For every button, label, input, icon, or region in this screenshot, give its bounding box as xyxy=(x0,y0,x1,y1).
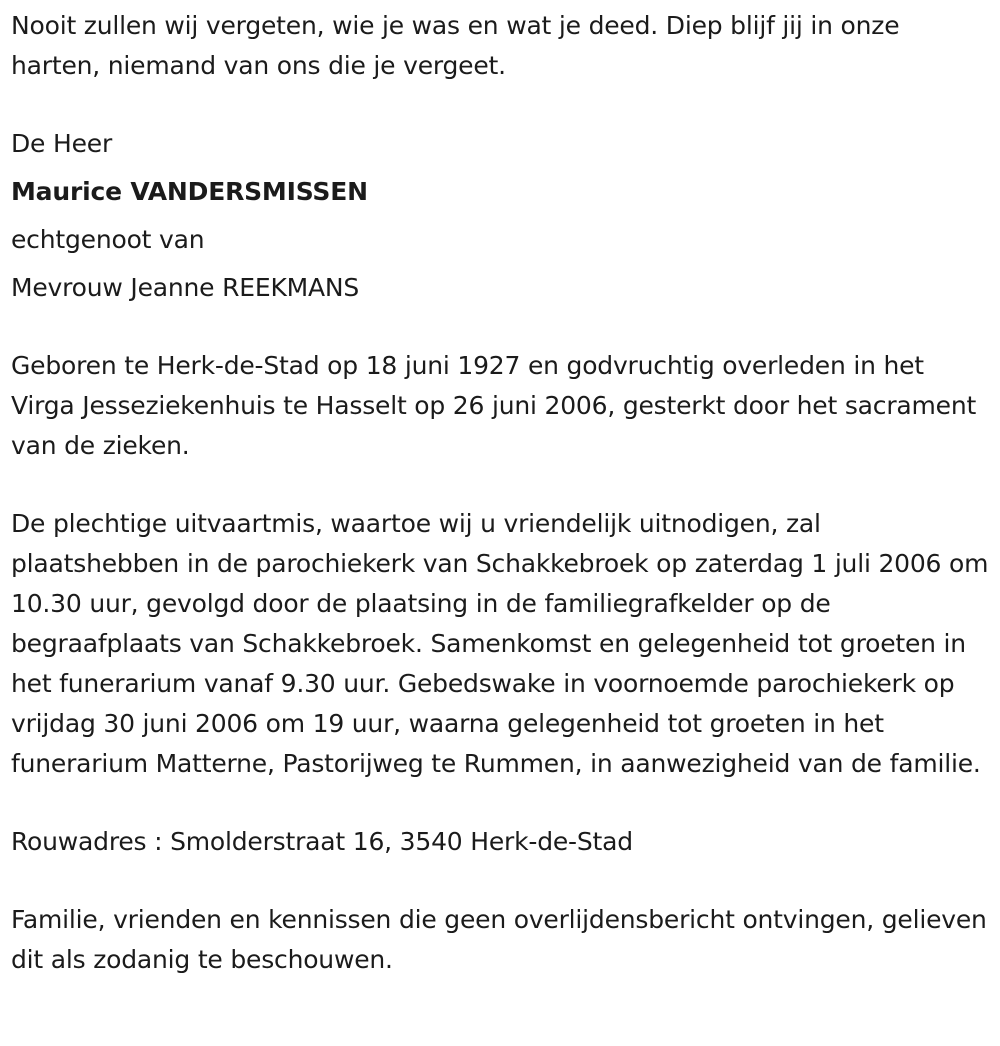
mourning-address: Rouwadres : Smolderstraat 16, 3540 Herk-de-Stad xyxy=(11,827,633,856)
honorific-title: De Heer xyxy=(11,129,113,158)
birth-death-paragraph: Geboren te Herk-de-Stad op 18 juni 1927 en godvruchtig overleden in het Virga Jesseziekenhuis te Hasselt op 26 juni 2006, gesterkt door het sacrament van de zieken. xyxy=(11,351,977,460)
obituary-notice xyxy=(11,6,991,980)
relation-label: echtgenoot van xyxy=(11,225,205,254)
spouse-name: Mevrouw Jeanne REEKMANS xyxy=(11,273,360,302)
funeral-details-paragraph: De plechtige uitvaartmis, waartoe wij u vriendelijk uitnodigen, zal plaatshebben in de parochiekerk van Schakkebroek op zaterdag 1 juli 2006 om 10.30 uur, gevolgd door de plaatsing in de familiegrafkelder op de begraafplaats van Schakkebroek. Samenkomst en gelegenheid tot groeten in het funerarium vanaf 9.30 uur. Gebedswake in voornoemde parochiekerk op vrijdag 30 juni 2006 om 19 uur, waarna gelegenheid tot groeten in het funerarium Matterne, Pastorijweg te Rummen, in aanwezigheid van de familie. xyxy=(11,509,989,778)
closing-note: Familie, vrienden en kennissen die geen overlijdensbericht ontvingen, gelieven dit als zodanig te beschouwen. xyxy=(11,905,987,974)
memorial-poem: Nooit zullen wij vergeten, wie je was en wat je deed. Diep blijf jij in onze harten, niemand van ons die je vergeet. xyxy=(11,11,900,80)
deceased-name: Maurice VANDERSMISSEN xyxy=(11,177,368,206)
